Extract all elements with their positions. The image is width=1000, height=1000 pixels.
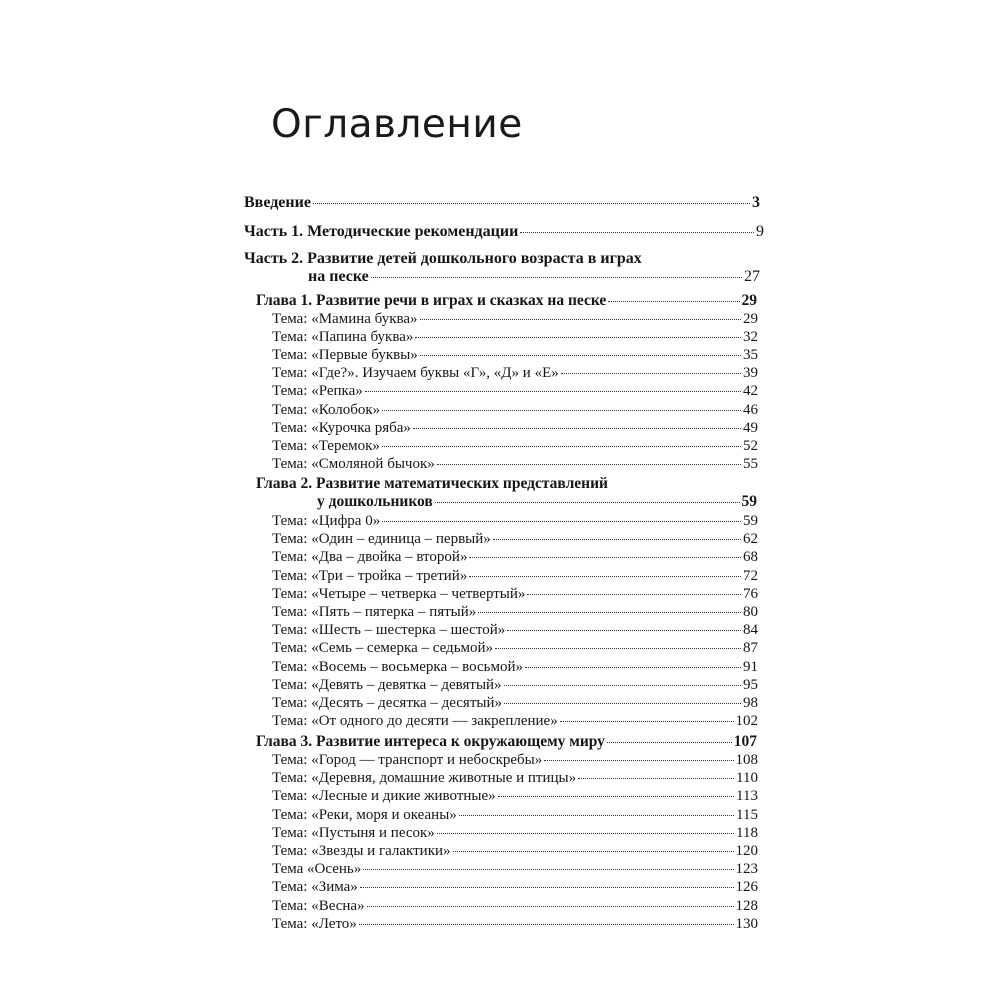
toc-page-number: 68 [743, 549, 758, 566]
toc-entry-label: Введение [244, 194, 311, 211]
toc-entry-label: у дошкольников [317, 493, 433, 510]
dot-leader [469, 576, 741, 577]
toc-page-number: 55 [743, 455, 758, 472]
toc-topic-label: Тема: «Колобок» [272, 401, 381, 418]
toc-topic-row[interactable] [272, 567, 758, 585]
dot-leader [437, 464, 741, 465]
dot-leader [360, 887, 734, 888]
toc-page-number: 95 [743, 676, 758, 693]
toc-page-number: 49 [743, 419, 758, 436]
toc-topic-row[interactable] [272, 585, 758, 603]
toc-topic-row[interactable] [272, 328, 758, 346]
toc-page-number: 108 [735, 752, 758, 768]
dot-leader [504, 685, 741, 686]
toc-topic-label: Тема: «Весна» [272, 897, 365, 914]
toc-topic-label: Тема: «Три – тройка – третий» [272, 567, 468, 584]
toc-entry-label: Глава 1. Развитие речи в играх и сказках на песке [256, 292, 607, 309]
toc-topic-label: Тема: «Папина буква» [272, 329, 414, 346]
dot-leader [437, 833, 734, 834]
dot-leader [561, 373, 741, 374]
toc-topic-row[interactable] [272, 860, 758, 878]
dot-leader [478, 612, 741, 613]
toc-topic-row[interactable] [272, 878, 758, 896]
toc-topic-label: Тема: «Зима» [272, 879, 358, 896]
toc-topic-row[interactable] [272, 897, 758, 915]
toc-page-number: 128 [735, 897, 758, 914]
toc-topic-row[interactable] [272, 751, 758, 769]
toc-topic-label: Тема: «Первые буквы» [272, 347, 418, 364]
toc-topic-row[interactable] [272, 915, 758, 933]
dot-leader [607, 742, 732, 743]
toc-page-number: 102 [735, 713, 758, 730]
toc-page-number: 126 [735, 879, 758, 896]
toc-topic-row[interactable] [272, 382, 758, 400]
toc-topic-label: Тема: «Семь – семерка – седьмой» [272, 640, 494, 657]
toc-page-number: 113 [736, 788, 758, 805]
dot-leader [382, 446, 741, 447]
toc-topic-label: Тема: «Где?». Изучаем буквы «Г», «Д» и «Е» [272, 365, 559, 382]
dot-leader [507, 630, 741, 631]
dot-leader [435, 502, 740, 503]
toc-page-number: 84 [743, 622, 758, 639]
toc-topic-label: Тема: «От одного до десяти — закрепление» [272, 713, 558, 730]
dot-leader [415, 337, 741, 338]
toc-page-number: 35 [743, 347, 758, 364]
toc-page-number: 130 [735, 915, 758, 932]
toc-page-number: 80 [743, 604, 758, 620]
toc-topic-row[interactable] [272, 621, 758, 639]
toc-entry-chapter3[interactable] [256, 733, 757, 751]
toc-page-number: 123 [735, 861, 758, 878]
dot-leader [382, 521, 741, 522]
dot-leader [560, 721, 734, 722]
toc-page-number: 62 [743, 531, 758, 548]
dot-leader [359, 924, 734, 925]
dot-leader [420, 355, 741, 356]
toc-topic-label: Тема: «Один – единица – первый» [272, 531, 491, 548]
toc-topic-row[interactable] [272, 787, 758, 805]
toc-page-number: 91 [743, 658, 758, 675]
toc-page-number: 115 [736, 806, 758, 823]
toc-entry-chapter2-line1[interactable]: Глава 2. Развитие математических представлений [256, 475, 608, 492]
toc-page-number: 110 [736, 770, 758, 787]
dot-leader [493, 539, 741, 540]
dot-leader [469, 557, 741, 558]
toc-topic-row[interactable] [272, 364, 758, 382]
toc-topic-label: Тема: «Мамина буква» [272, 311, 418, 327]
dot-leader [413, 428, 741, 429]
toc-topic-row[interactable] [272, 455, 758, 473]
toc-topic-label: Тема: «Город — транспорт и небоскребы» [272, 752, 543, 768]
toc-page-number: 29 [741, 292, 757, 309]
toc-page-number: 98 [743, 695, 758, 711]
toc-topic-row[interactable] [272, 310, 758, 328]
toc-page-number: 52 [743, 437, 758, 454]
toc-entry-label: Глава 3. Развитие интереса к окружающему миру [256, 733, 605, 750]
toc-entry-part1[interactable] [244, 223, 764, 241]
toc-page-number: 118 [736, 824, 758, 841]
toc-topic-row[interactable] [272, 806, 758, 824]
toc-topic-row[interactable] [272, 694, 758, 712]
toc-topic-row[interactable] [272, 712, 758, 730]
toc-topic-label: Тема: «Лето» [272, 915, 357, 932]
toc-page-number: 72 [743, 567, 758, 584]
toc-entry-part2[interactable] [244, 268, 760, 286]
toc-topic-row[interactable] [272, 419, 758, 437]
dot-leader [459, 815, 734, 816]
toc-topic-row[interactable] [272, 603, 758, 621]
toc-page-number: 76 [743, 585, 758, 602]
toc-topic-row[interactable] [272, 530, 758, 548]
toc-page-number: 120 [735, 843, 758, 859]
toc-topic-label: Тема: «Шесть – шестерка – шестой» [272, 622, 506, 639]
toc-entry-chapter1[interactable] [256, 292, 757, 310]
toc-topic-label: Тема: «Смоляной бычок» [272, 455, 435, 472]
toc-topic-label: Тема: «Реки, моря и океаны» [272, 806, 457, 823]
toc-topic-label: Тема: «Деревня, домашние животные и птицы» [272, 770, 577, 787]
toc-page-number: 107 [733, 733, 757, 750]
toc-page-number: 3 [752, 194, 760, 211]
toc-page-number: 27 [744, 268, 760, 285]
toc-topic-label: Тема: «Четыре – четверка – четвертый» [272, 585, 526, 602]
toc-topic-row[interactable] [272, 401, 758, 419]
dot-leader [504, 703, 741, 704]
dot-leader [608, 301, 739, 302]
toc-topic-row[interactable] [272, 824, 758, 842]
toc-topic-label: Тема: «Десять – десятка – десятый» [272, 695, 502, 711]
toc-page-number: 42 [743, 383, 758, 400]
dot-leader [525, 667, 741, 668]
toc-page-number: 59 [743, 513, 758, 529]
toc-entry-label: на песке [308, 268, 369, 285]
dot-leader [382, 410, 741, 411]
dot-leader [363, 869, 733, 870]
toc-topic-label: Тема: «Лесные и дикие животные» [272, 788, 496, 805]
toc-page-number: 32 [743, 329, 758, 346]
dot-leader [527, 594, 741, 595]
toc-topic-label: Тема: «Репка» [272, 383, 363, 400]
toc-topic-label: Тема «Осень» [272, 861, 362, 878]
toc-page-number: 29 [743, 311, 758, 327]
toc-page-number: 9 [756, 223, 764, 240]
toc-page-number: 46 [743, 401, 758, 418]
toc-entry-label: Часть 1. Методические рекомендации [244, 223, 519, 240]
toc-topic-row[interactable] [272, 437, 758, 455]
toc-entry-chapter2[interactable] [256, 493, 757, 511]
toc-entry-part2-line1[interactable]: Часть 2. Развитие детей дошкольного возраста в играх [244, 250, 642, 267]
toc-topic-label: Тема: «Цифра 0» [272, 513, 381, 529]
toc-topic-label: Тема: «Звезды и галактики» [272, 843, 451, 859]
toc-topic-label: Тема: «Пять – пятерка – пятый» [272, 604, 477, 620]
toc-topic-label: Тема: «Девять – девятка – девятый» [272, 676, 502, 693]
toc-topic-row[interactable] [272, 842, 758, 860]
dot-leader [371, 277, 742, 278]
toc-topic-label: Тема: «Теремок» [272, 437, 380, 454]
toc-entry-intro[interactable] [244, 194, 760, 212]
toc-page-number: 59 [741, 493, 757, 510]
toc-topic-label: Тема: «Пустыня и песок» [272, 824, 435, 841]
toc-topic-row[interactable] [272, 512, 758, 530]
toc-page-number: 87 [743, 640, 758, 657]
dot-leader [367, 906, 734, 907]
dot-leader [453, 851, 734, 852]
toc-topic-row[interactable] [272, 769, 758, 787]
dot-leader [498, 796, 734, 797]
toc-topic-row[interactable] [272, 639, 758, 657]
dot-leader [495, 648, 741, 649]
toc-topic-row[interactable] [272, 346, 758, 364]
dot-leader [578, 778, 734, 779]
dot-leader [365, 391, 741, 392]
toc-topic-row[interactable] [272, 676, 758, 694]
toc-topic-label: Тема: «Курочка ряба» [272, 419, 411, 436]
page-title: Оглавление [271, 102, 523, 147]
toc-page-number: 39 [743, 365, 758, 382]
dot-leader [544, 760, 733, 761]
toc-topic-label: Тема: «Два – двойка – второй» [272, 549, 468, 566]
dot-leader [420, 319, 741, 320]
toc-topic-label: Тема: «Восемь – восьмерка – восьмой» [272, 658, 524, 675]
dot-leader [520, 232, 754, 233]
toc-topic-row[interactable] [272, 658, 758, 676]
toc-topic-row[interactable] [272, 548, 758, 566]
dot-leader [313, 203, 750, 204]
